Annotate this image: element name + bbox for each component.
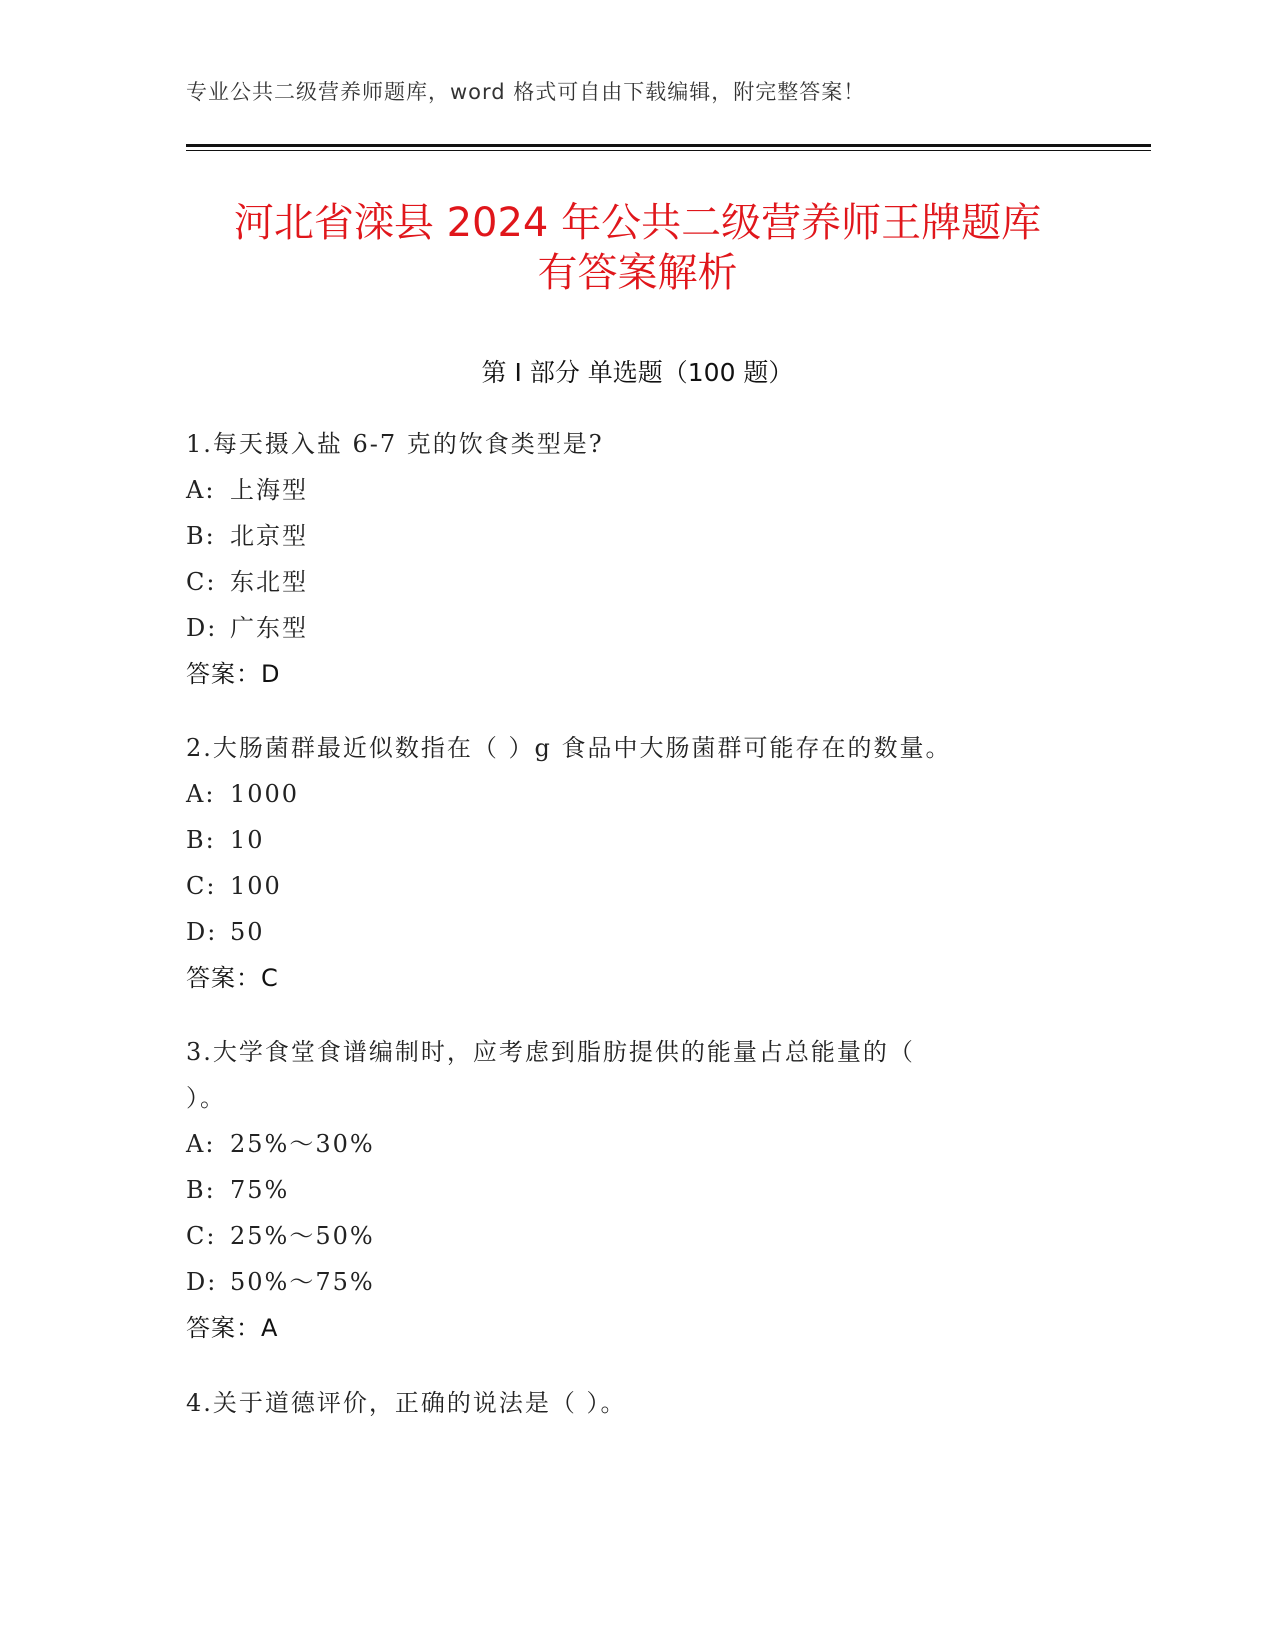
option-text: 75% xyxy=(230,1176,290,1204)
option-letter: B: xyxy=(186,1176,216,1204)
option-letter: B: xyxy=(186,826,216,854)
title-line-1: 河北省滦县 2024 年公共二级营养师王牌题库 xyxy=(233,200,1042,246)
header-rule-thick xyxy=(186,144,1151,147)
option-d xyxy=(186,605,1086,651)
question-1 xyxy=(186,421,1086,697)
question-2 xyxy=(186,725,1086,1001)
option-b xyxy=(186,513,1086,559)
option-text: 50 xyxy=(230,918,265,946)
answer-line: 答案：C xyxy=(186,964,279,992)
option-text: 上海型 xyxy=(230,476,308,504)
question-text: 4.关于道德评价，正确的说法是（ ）。 xyxy=(186,1389,627,1417)
option-text: 广东型 xyxy=(230,614,308,642)
option-letter: A: xyxy=(186,1130,216,1158)
question-3 xyxy=(186,1029,1086,1351)
option-text: 1000 xyxy=(230,780,300,808)
option-text: 25%～50% xyxy=(230,1222,375,1250)
option-a xyxy=(186,467,1086,513)
question-text: 1.每天摄入盐 6-7 克的饮食类型是? xyxy=(186,430,604,458)
option-d xyxy=(186,1259,1086,1305)
option-c xyxy=(186,1213,1086,1259)
answer-line: 答案：D xyxy=(186,660,281,688)
option-text: 25%～30% xyxy=(230,1130,375,1158)
option-c xyxy=(186,559,1086,605)
option-text: 100 xyxy=(230,872,282,900)
question-4 xyxy=(186,1380,1086,1426)
section-heading: 第 I 部分 单选题（100 题） xyxy=(481,358,794,387)
option-c xyxy=(186,863,1086,909)
question-text-continued: ）。 xyxy=(186,1084,226,1112)
option-b xyxy=(186,1167,1086,1213)
option-b xyxy=(186,817,1086,863)
option-text: 10 xyxy=(230,826,265,854)
answer-line: 答案：A xyxy=(186,1314,279,1342)
option-letter: D: xyxy=(186,614,218,642)
header-rule-thin xyxy=(186,150,1151,151)
option-letter: C: xyxy=(186,568,217,596)
question-text: 2.大肠菌群最近似数指在（ ）g 食品中大肠菌群可能存在的数量。 xyxy=(186,734,952,762)
option-letter: C: xyxy=(186,872,217,900)
option-letter: A: xyxy=(186,780,216,808)
option-text: 北京型 xyxy=(230,522,308,550)
option-letter: D: xyxy=(186,1268,218,1296)
title-line-2: 有答案解析 xyxy=(537,250,738,296)
option-letter: A: xyxy=(186,476,216,504)
option-letter: C: xyxy=(186,1222,217,1250)
option-d xyxy=(186,909,1086,955)
header-note: 专业公共二级营养师题库，word 格式可自由下载编辑，附完整答案！ xyxy=(186,80,866,104)
option-text: 东北型 xyxy=(230,568,308,596)
option-text: 50%～75% xyxy=(230,1268,375,1296)
option-letter: B: xyxy=(186,522,216,550)
document-title xyxy=(0,198,1275,298)
option-letter: D: xyxy=(186,918,218,946)
option-a xyxy=(186,771,1086,817)
question-text: 3.大学食堂食谱编制时，应考虑到脂肪提供的能量占总能量的（ xyxy=(186,1038,915,1066)
option-a xyxy=(186,1121,1086,1167)
